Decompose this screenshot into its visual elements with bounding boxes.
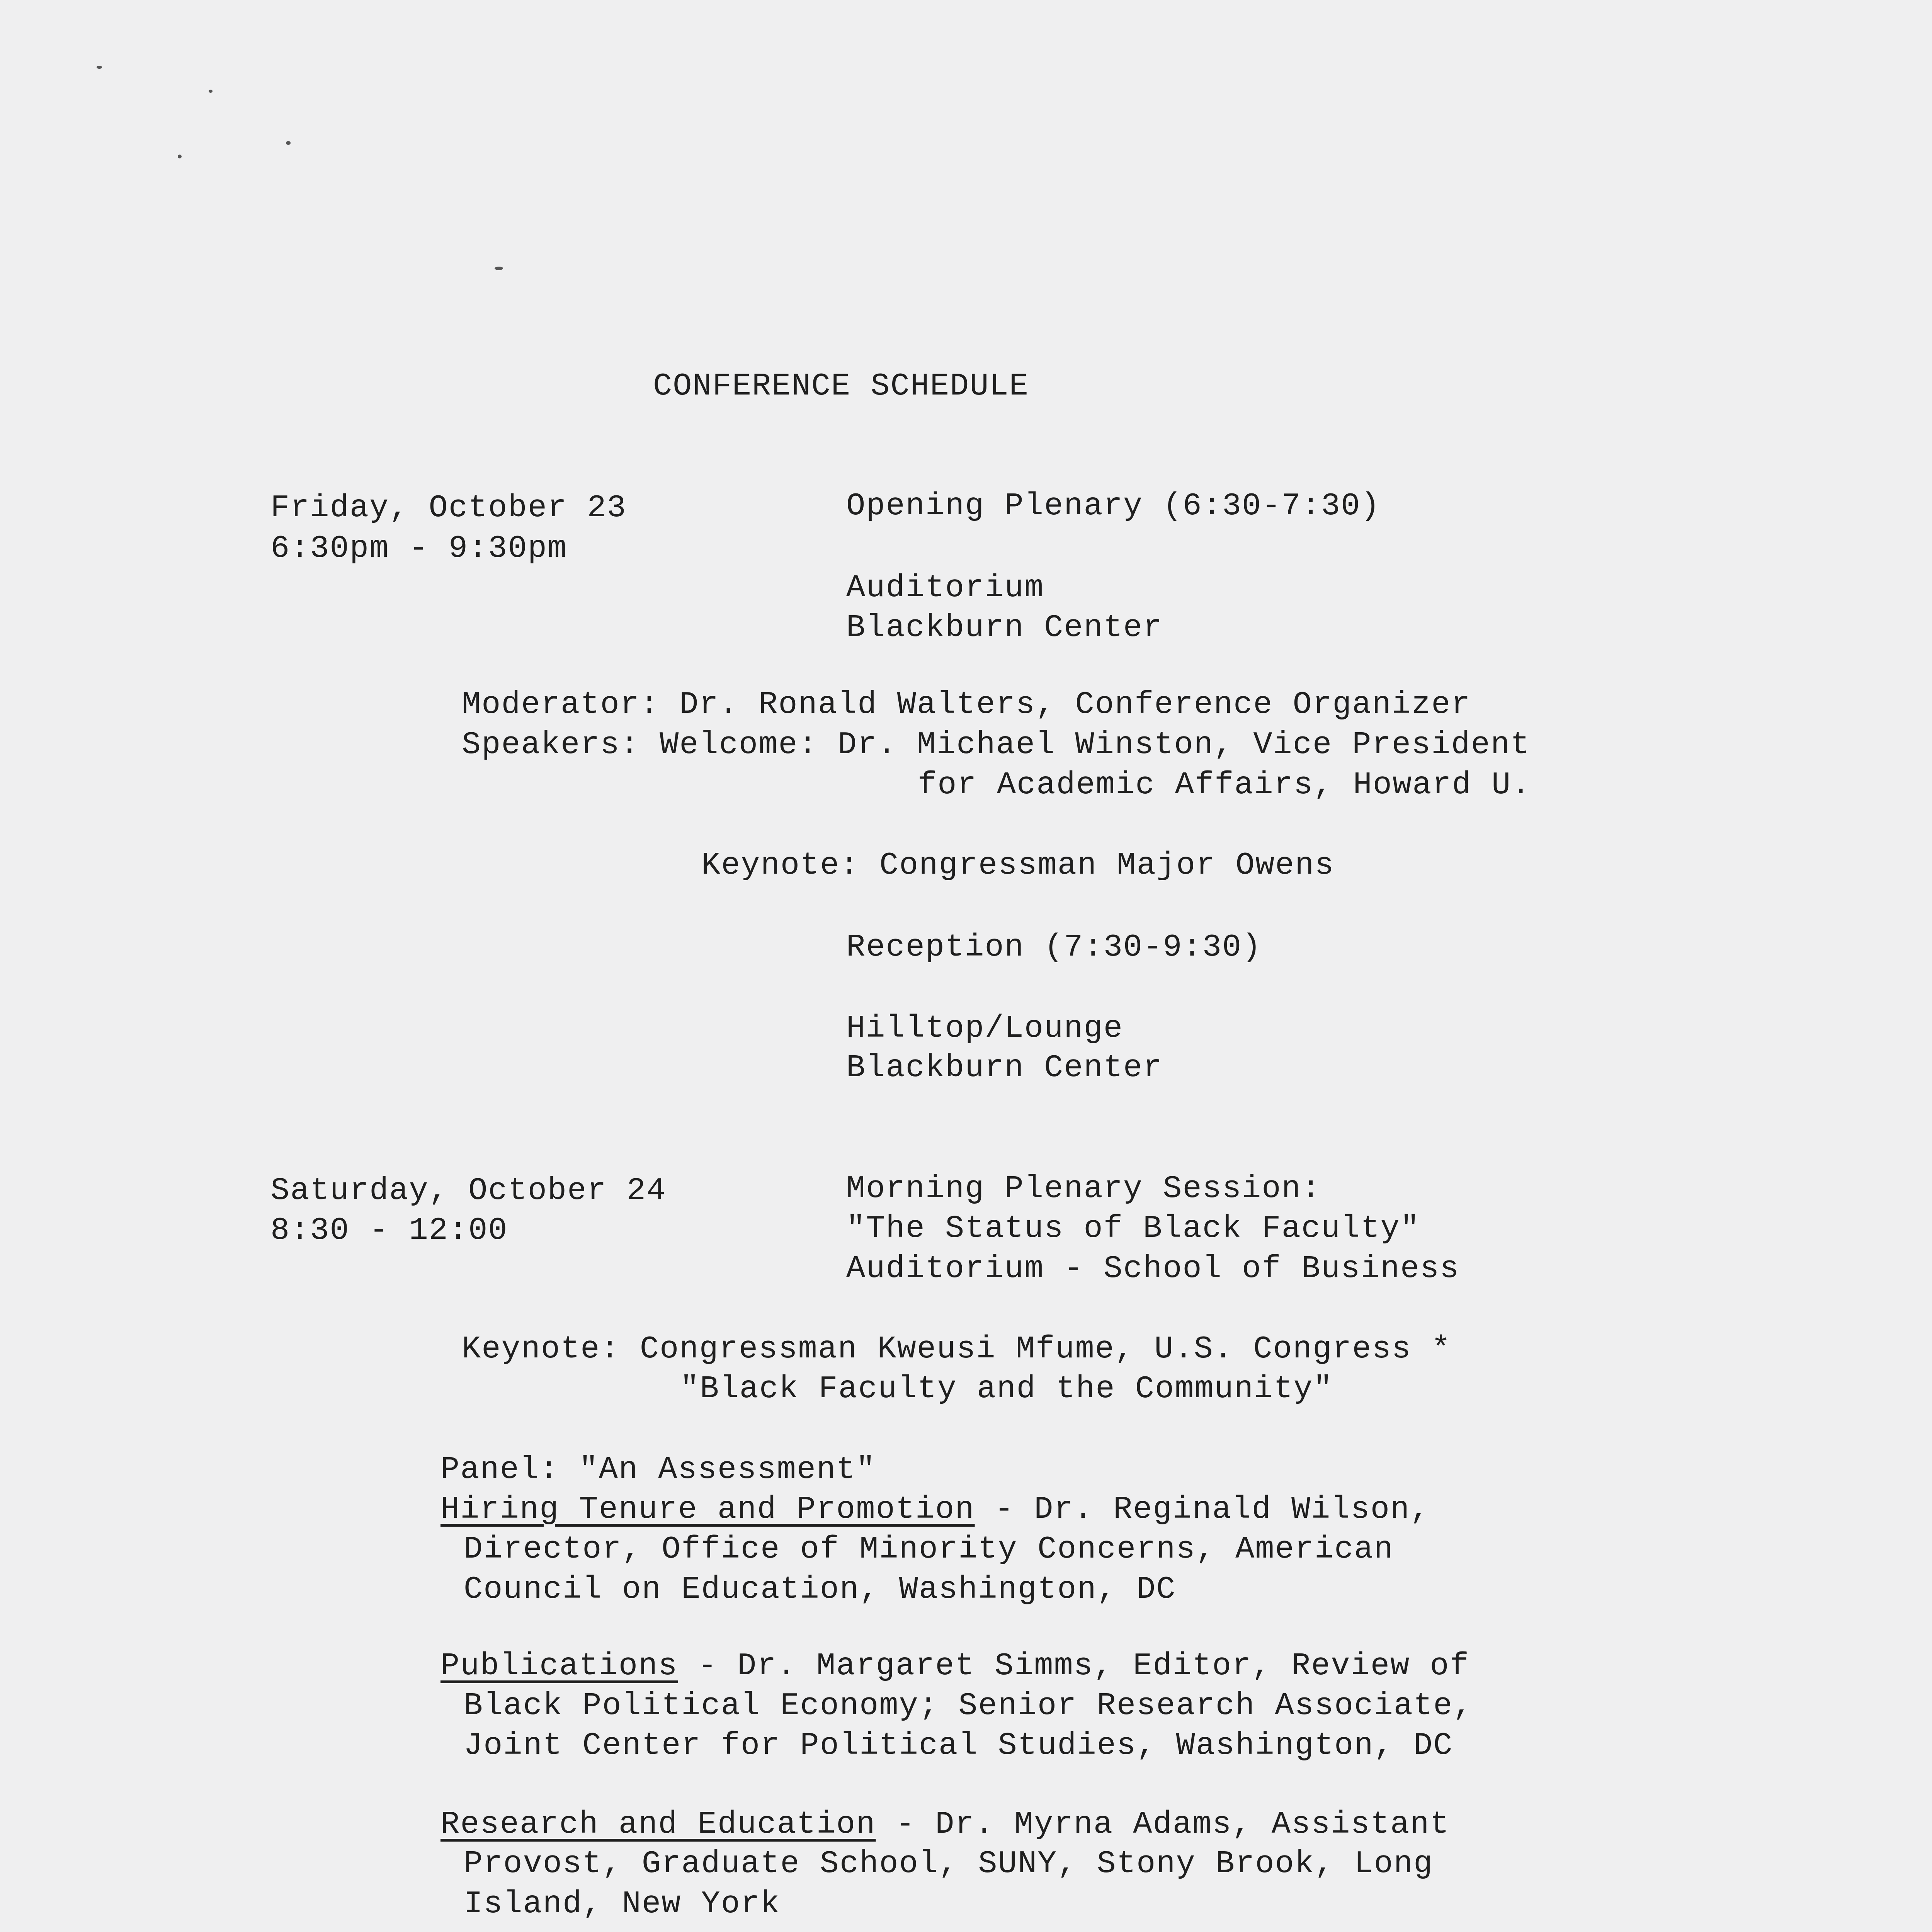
panel-item-1-topic: Hiring Tenure and Promotion (440, 1492, 975, 1527)
reception-venue-line-2: Blackburn Center (846, 1050, 1163, 1086)
saturday-keynote-line-1: Keynote: Congressman Kweusi Mfume, U.S. Congress * (462, 1331, 1451, 1367)
panel-item-3-line-3: Island, New York (464, 1886, 781, 1922)
reception: Reception (7:30-9:30) (846, 929, 1262, 965)
scan-speck (286, 141, 291, 145)
friday-speakers-line-1: Speakers: Welcome: Dr. Michael Winston, Vice President (462, 727, 1531, 763)
reception-venue-line-1: Hilltop/Lounge (846, 1010, 1123, 1046)
panel-item-1-line-1 (440, 1490, 1430, 1530)
friday-time: 6:30pm - 9:30pm (270, 531, 568, 566)
panel-heading: Panel: "An Assessment" (440, 1452, 876, 1488)
panel-item-2-topic: Publications (440, 1648, 678, 1684)
session-title: "The Status of Black Faculty" (846, 1211, 1420, 1247)
morning-session: Morning Plenary Session: (846, 1171, 1321, 1207)
friday-moderator: Moderator: Dr. Ronald Walters, Conference Organizer (462, 687, 1471, 723)
panel-item-2-line-1 (440, 1646, 1469, 1686)
venue-line-1: Auditorium (846, 570, 1044, 606)
scan-speck (495, 267, 503, 270)
panel-item-2-line-3: Joint Center for Political Studies, Washington, DC (464, 1728, 1453, 1764)
panel-item-1-line-2: Director, Office of Minority Concerns, American (464, 1531, 1394, 1567)
panel-item-1-speaker: - Dr. Reginald Wilson, (975, 1492, 1430, 1527)
page-title: CONFERENCE SCHEDULE (653, 368, 1029, 404)
opening-plenary: Opening Plenary (6:30-7:30) (846, 488, 1381, 524)
panel-item-3-line-1 (440, 1804, 1450, 1845)
saturday-keynote-line-2: "Black Faculty and the Community" (680, 1371, 1333, 1407)
saturday-time: 8:30 - 12:00 (270, 1213, 508, 1248)
session-venue: Auditorium - School of Business (846, 1251, 1460, 1287)
scan-speck (209, 90, 213, 93)
scan-speck (178, 155, 182, 158)
friday-keynote: Keynote: Congressman Major Owens (701, 847, 1335, 883)
saturday-date: Saturday, October 24 (270, 1173, 667, 1209)
panel-item-2-speaker: - Dr. Margaret Simms, Editor, Review of (678, 1648, 1469, 1684)
panel-item-3-speaker: - Dr. Myrna Adams, Assistant (876, 1806, 1450, 1842)
scan-speck (97, 66, 102, 69)
panel-item-3-topic: Research and Education (440, 1806, 876, 1842)
friday-date: Friday, October 23 (270, 490, 627, 526)
venue-line-2: Blackburn Center (846, 610, 1163, 646)
friday-speakers-line-2: for Academic Affairs, Howard U. (918, 767, 1531, 803)
panel-item-3-line-2: Provost, Graduate School, SUNY, Stony Brook, Long (464, 1846, 1434, 1882)
panel-item-2-line-2: Black Political Economy; Senior Research Associate, (464, 1688, 1473, 1724)
panel-item-1-line-3: Council on Education, Washington, DC (464, 1571, 1176, 1607)
